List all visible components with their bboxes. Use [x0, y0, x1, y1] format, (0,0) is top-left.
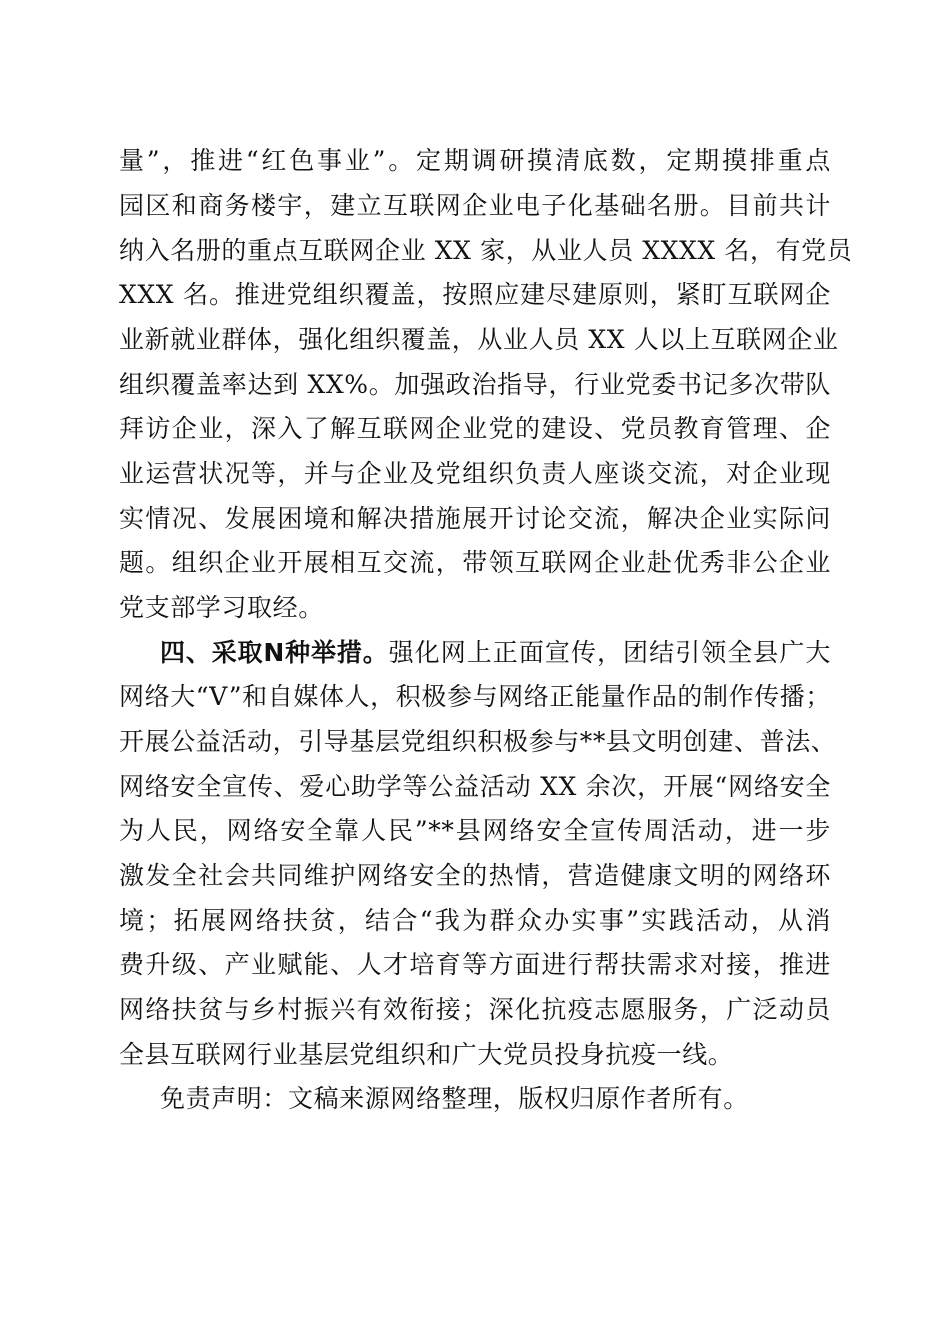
paragraph-1-line-1: 量”，推进“红色事业”。定期调研摸清底数，定期摸排重点 [119, 146, 831, 175]
paragraph-2-line-10: 全县互联网行业基层党组织和广大党员投身抗疫一线。 [119, 1040, 734, 1069]
section-heading: 四、采取N种举措。 [160, 638, 389, 667]
paragraph-2-line-8: 费升级、产业赋能、人才培育等方面进行帮扶需求对接，推进 [119, 950, 831, 979]
paragraph-2-line-3: 开展公益活动，引导基层党组织积极参与**县文明创建、普法、 [119, 727, 837, 756]
paragraph-1-line-9: 实情况、发展困境和解决措施展开讨论交流，解决企业实际问 [119, 504, 831, 533]
paragraph-1-line-8: 业运营状况等，并与企业及党组织负责人座谈交流，对企业现 [119, 459, 831, 488]
paragraph-2-line-1-text: 强化网上正面宣传，团结引领全县广大 [388, 638, 832, 667]
paragraph-1-line-4: XXX 名。推进党组织覆盖，按照应建尽建原则，紧盯互联网企 [119, 280, 831, 309]
paragraph-2-line-5: 为人民，网络安全靠人民”**县网络安全宣传周活动，进一步 [119, 816, 831, 845]
paragraph-1-line-6: 组织覆盖率达到 XX%。加强政治指导，行业党委书记多次带队 [119, 370, 831, 399]
paragraph-1-line-7: 拜访企业，深入了解互联网企业党的建设、党员教育管理、企 [119, 414, 831, 443]
disclaimer-text: 免责声明：文稿来源网络整理，版权归原作者所有。 [160, 1084, 749, 1113]
paragraph-2-line-1 [160, 633, 831, 673]
paragraph-1-line-10: 题。组织企业开展相互交流，带领互联网企业赴优秀非公企业 [119, 548, 831, 577]
paragraph-1-line-3: 纳入名册的重点互联网企业 XX 家，从业人员 XXXX 名，有党员 [119, 236, 853, 265]
paragraph-1-line-5: 业新就业群体，强化组织覆盖，从业人员 XX 人以上互联网企业 [119, 325, 839, 354]
paragraph-2-line-7: 境；拓展网络扶贫，结合“我为群众办实事”实践活动，从消 [119, 906, 831, 935]
paragraph-2-line-4: 网络安全宣传、爱心助学等公益活动 XX 余次，开展“网络安全 [119, 772, 831, 801]
paragraph-2-line-6: 激发全社会共同维护网络安全的热情，营造健康文明的网络环 [119, 861, 831, 890]
paragraph-2-line-9: 网络扶贫与乡村振兴有效衔接；深化抗疫志愿服务，广泛动员 [119, 995, 831, 1024]
paragraph-2-line-2: 网络大“V”和自媒体人，积极参与网络正能量作品的制作传播； [119, 682, 831, 711]
paragraph-1-line-11: 党支部学习取经。 [119, 593, 324, 622]
paragraph-1-line-2: 园区和商务楼宇，建立互联网企业电子化基础名册。目前共计 [119, 191, 831, 220]
